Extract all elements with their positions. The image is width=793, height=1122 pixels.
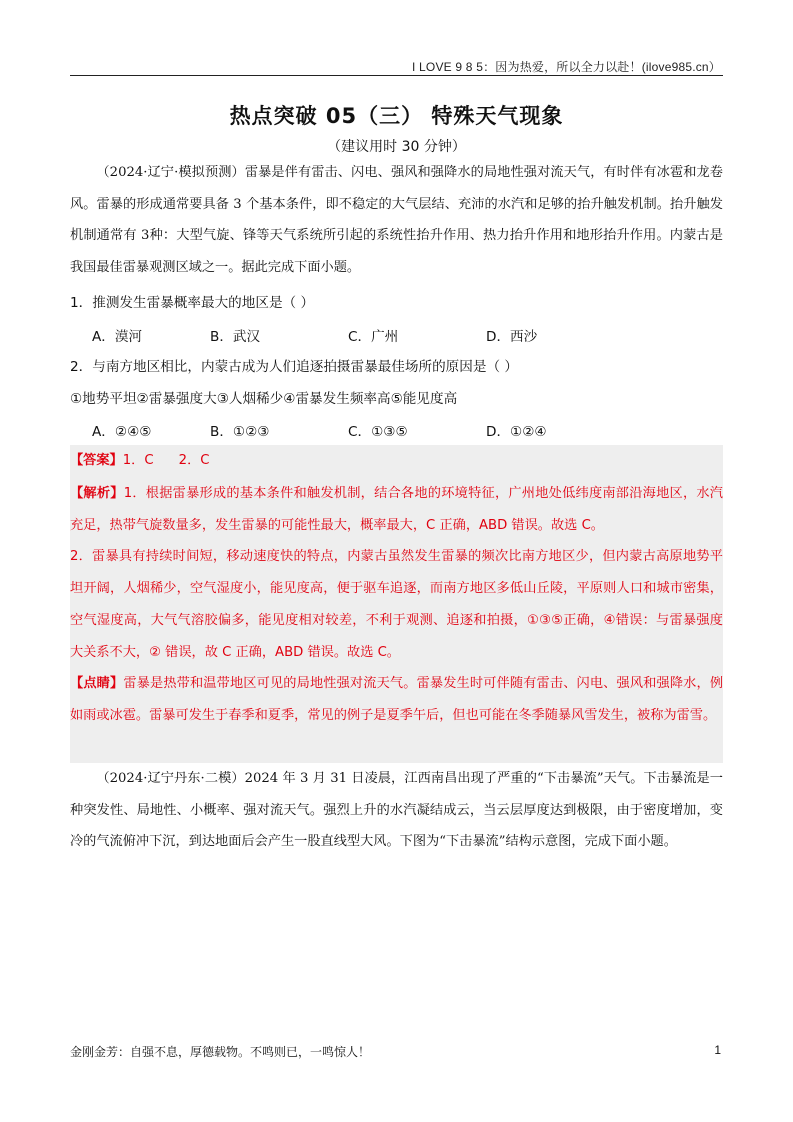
q2-option-d: D．①②④	[486, 424, 547, 440]
footer-motto: 金刚金芳：自强不息，厚德载物。不鸣则已，一鸣惊人！	[70, 1045, 371, 1059]
analysis-text-1: 1．根据雷暴形成的基本条件和触发机制，结合各地的环境特征，广州地处低纬度南部沿海地区，水汽充足，热带气旋数量多，发生雷暴的可能性最大，概率最大，C 正确，ABD 错误。故选 C。	[70, 486, 723, 533]
question-1: 1．推测发生雷暴概率最大的地区是（ ）	[70, 295, 315, 311]
q1-option-a: A．漠河	[92, 329, 143, 345]
q1-option-d: D．西沙	[486, 329, 538, 345]
page-subtitle: （建议用时 30 分钟）	[327, 139, 466, 155]
answer-text: 1．C 2．C	[122, 453, 210, 468]
header-divider	[70, 75, 723, 76]
page-title: 热点突破 05（三） 特殊天气现象	[229, 104, 564, 128]
tip-text: 雷暴是热带和温带地区可见的局地性强对流天气。雷暴发生时可伴随有雷击、闪电、强风和强降水，例如雨或冰雹。雷暴可发生于春季和夏季，常见的例子是夏季午后，但也可能在冬季随暴风雪发生，被称为雷雪。	[70, 676, 724, 723]
analysis-paragraph-1	[70, 478, 723, 542]
q2-option-a: A．②④⑤	[92, 424, 152, 440]
question-2-items: ①地势平坦②雷暴强度大③人烟稀少④雷暴发生频率高⑤能见度高	[70, 391, 458, 407]
page-number: 1	[714, 1043, 721, 1057]
intro-paragraph-1: （2024·辽宁·模拟预测）雷暴是伴有雷击、闪电、强风和强降水的局地性强对流天气，有时伴有冰雹和龙卷风。雷暴的形成通常要具备 3 个基本条件，即不稳定的大气层结、充沛的水汽和足够的抬升触发机制。抬升触发机制通常有 3种：大型气旋、锋等天气系统所引起的系统性抬升作用、热力抬升作用和地形抬升作用。内蒙古是我国最佳雷暴观测区域之一。据此完成下面小题。	[70, 165, 723, 275]
header-slogan: I LOVE 9 8 5：因为热爱，所以全力以赴！(ilove985.cn）	[411, 60, 721, 74]
analysis-paragraph-2: 2．雷暴具有持续时间短，移动速度快的特点，内蒙古虽然发生雷暴的频次比南方地区少，但内蒙古高原地势平坦开阔，人烟稀少，空气湿度小，能见度高，便于驱车追逐，而南方地区多低山丘陵，平原则人口和城市密集，空气湿度高，大气气溶胶偏多，能见度相对较差，不利于观测、追逐和拍摄，①③⑤正确，④错误：与雷暴强度大关系不大，② 错误，故 C 正确，ABD 错误。故选 C。	[70, 549, 723, 660]
question-2: 2．与南方地区相比，内蒙古成为人们追逐拍摄雷暴最佳场所的原因是（ ）	[70, 359, 518, 375]
answer-line	[70, 445, 723, 477]
analysis-tag: 【解析】	[70, 486, 124, 501]
tip-paragraph	[70, 668, 723, 732]
q2-option-c: C．①③⑤	[348, 424, 408, 440]
intro-paragraph-2: （2024·辽宁丹东·二模）2024 年 3 月 31 日凌晨，江西南昌出现了严重的“下击暴流”天气。下击暴流是一种突发性、局地性、小概率、强对流天气。强烈上升的水汽凝结成云，当云层厚度达到极限，由于密度增加，变冷的气流俯冲下沉，到达地面后会产生一股直线型大风。下图为“下击暴流”结构示意图，完成下面小题。	[70, 771, 723, 849]
answer-tag: 【答案】	[70, 453, 123, 468]
tip-tag: 【点睛】	[70, 676, 124, 691]
q1-option-b: B．武汉	[210, 329, 261, 345]
q1-option-c: C．广州	[348, 329, 399, 345]
q2-option-b: B．①②③	[210, 424, 270, 440]
